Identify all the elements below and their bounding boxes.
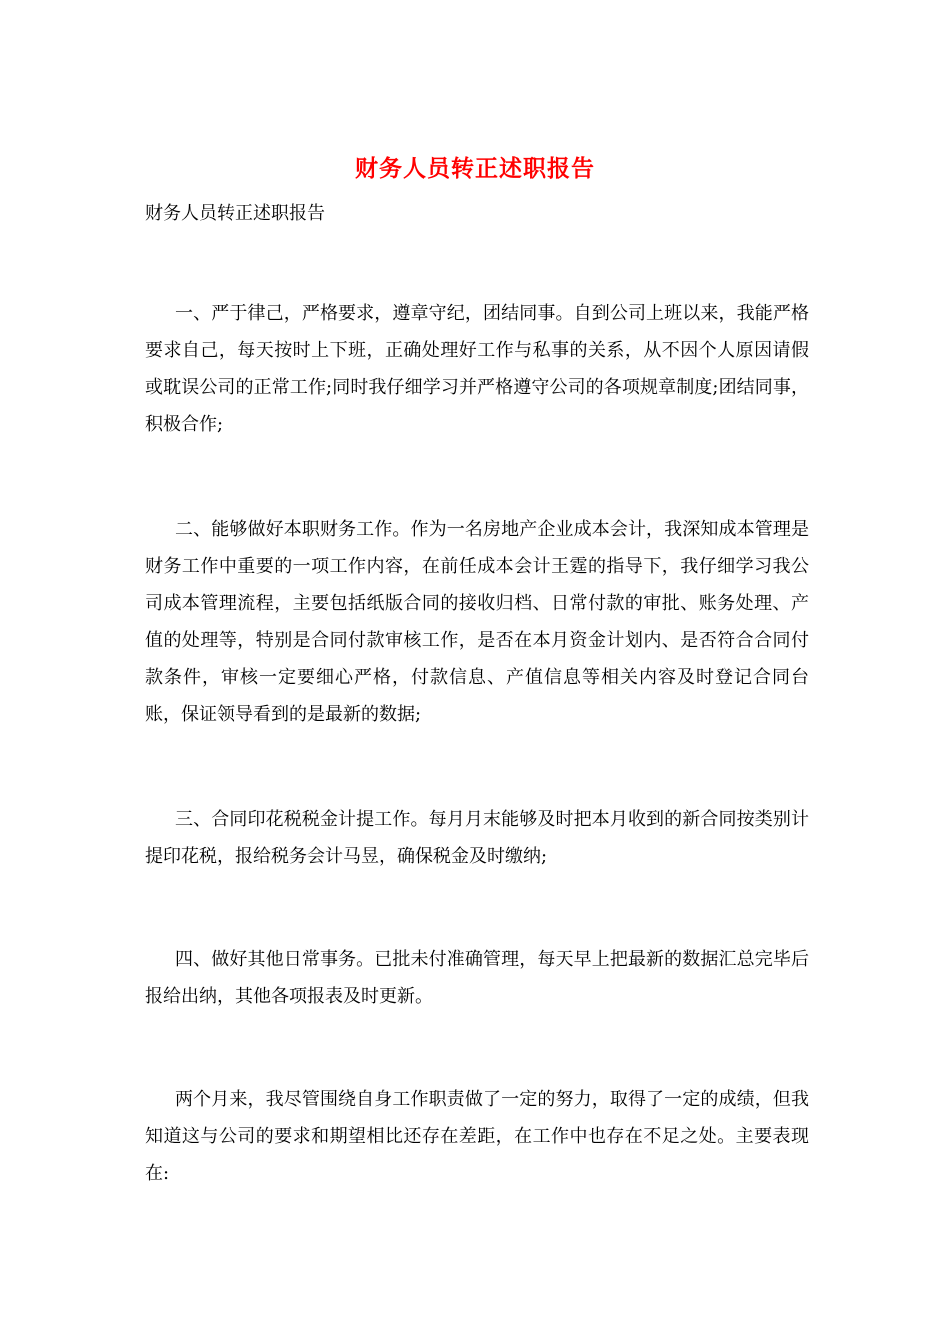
document-title: 财务人员转正述职报告 (355, 155, 595, 182)
paragraph-3: 三、合同印花税税金计提工作。每月月末能够及时把本月收到的新合同按类别计提印花税，报给税务会计马昱，确保税金及时缴纳; (145, 809, 809, 867)
paragraph-5: 两个月来，我尽管围绕自身工作职责做了一定的努力，取得了一定的成绩，但我知道这与公司的要求和期望相比还存在差距，在工作中也存在不足之处。主要表现在: (145, 1089, 809, 1184)
paragraph-1: 一、严于律己，严格要求，遵章守纪，团结同事。自到公司上班以来，我能严格要求自己，每天按时上下班，正确处理好工作与私事的关系，从不因个人原因请假或耽误公司的正常工作;同时我仔细学习并严格遵守公司的各项规章制度;团结同事，积极合作; (145, 303, 809, 435)
paragraph-2: 二、能够做好本职财务工作。作为一名房地产企业成本会计，我深知成本管理是财务工作中重要的一项工作内容，在前任成本会计王霆的指导下，我仔细学习我公司成本管理流程，主要包括纸版合同的接收归档、日常付款的审批、账务处理、产值的处理等，特别是合同付款审核工作，是否在本月资金计划内、是否符合合同付款条件，审核一定要细心严格，付款信息、产值信息等相关内容及时登记合同台账，保证领导看到的是最新的数据; (145, 519, 809, 725)
paragraph-4: 四、做好其他日常事务。已批未付准确管理，每天早上把最新的数据汇总完毕后报给出纳，其他各项报表及时更新。 (145, 949, 809, 1007)
document-subtitle: 财务人员转正述职报告 (145, 203, 325, 224)
